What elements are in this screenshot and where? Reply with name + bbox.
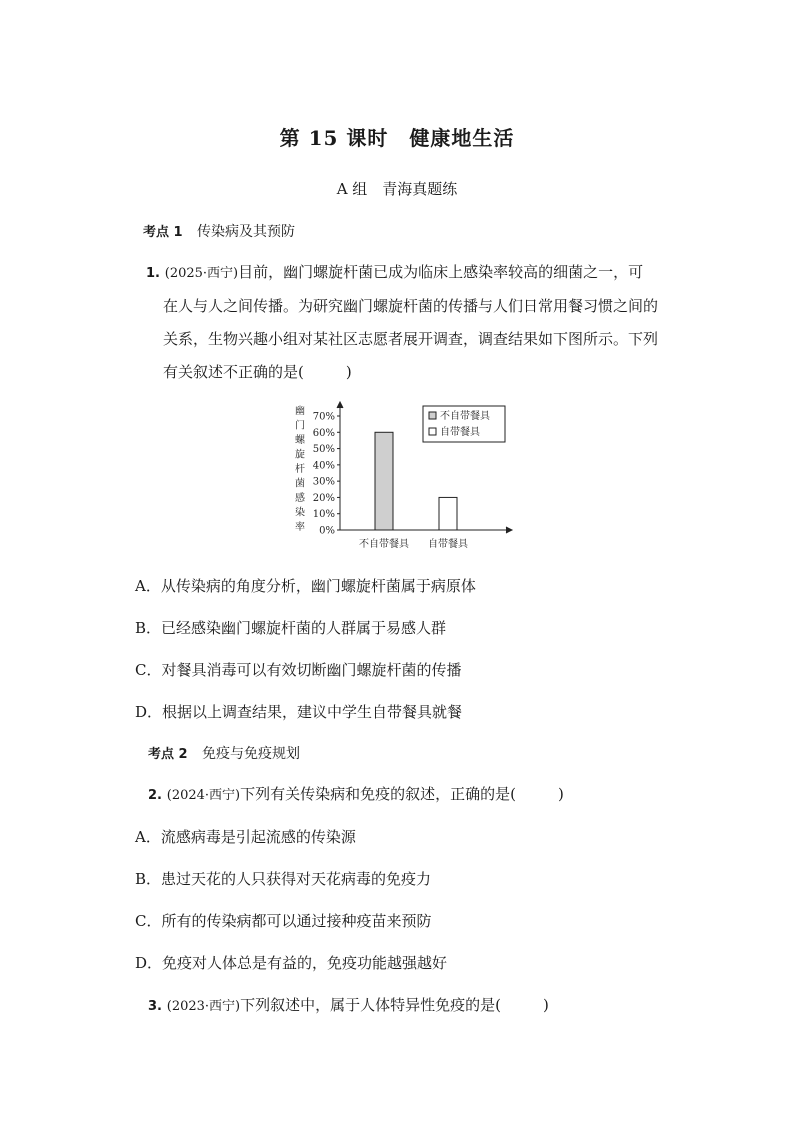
question-3-source: (2023·西宁) <box>166 999 241 1014</box>
question-2-option-a[interactable]: A．流感病毒是引起流感的传染源 <box>135 828 356 846</box>
kaodian-2-number: 考点 2 <box>148 747 188 762</box>
question-1-option-c[interactable]: C．对餐具消毒可以有效切断幽门螺旋杆菌的传播 <box>135 661 462 679</box>
chart-y-axis-label-char: 螺 <box>295 435 305 446</box>
question-2-source: (2024·西宁) <box>166 788 241 803</box>
question-3 <box>148 989 549 1023</box>
chart-y-tick-label: 40% <box>312 460 335 472</box>
question-2-number: 2. <box>148 788 162 803</box>
chart-y-axis-label-char: 旋 <box>295 449 305 461</box>
kaodian-2-heading <box>148 743 300 763</box>
chart-bar <box>375 432 393 530</box>
question-2-option-d[interactable]: D．免疫对人体总是有益的，免疫功能越强越好 <box>135 954 448 972</box>
kaodian-2-label: 免疫与免疫规划 <box>202 746 301 762</box>
chart-y-axis-arrow <box>337 402 343 408</box>
chart-legend-label: 不自带餐具 <box>440 411 490 422</box>
question-1-option-d[interactable]: D．根据以上调查结果，建议中学生自带餐具就餐 <box>135 703 463 721</box>
page-title: 第 15 课时 健康地生活 <box>279 126 515 150</box>
question-3-text: 下列叙述中，属于人体特异性免疫的是( <box>240 996 501 1014</box>
question-1-line-1: 目前，幽门螺旋杆菌已成为临床上感染率较高的细菌之一，可 <box>238 263 644 281</box>
chart-legend-swatch <box>429 428 436 435</box>
chart-y-axis-label-char: 染 <box>295 507 305 519</box>
question-3-close: ) <box>543 996 549 1014</box>
chart-bar <box>439 497 457 530</box>
chart-x-tick-label: 不自带餐具 <box>359 539 409 550</box>
chart-y-tick-label: 30% <box>312 476 335 488</box>
chart-y-axis-label-char: 率 <box>295 522 305 533</box>
chart-legend-swatch <box>429 412 436 419</box>
question-2 <box>148 778 564 812</box>
chart-y-tick-label: 10% <box>312 509 335 521</box>
chart-y-axis-label <box>295 404 306 533</box>
infection-rate-chart <box>290 394 520 554</box>
kaodian-1-heading <box>143 221 295 241</box>
chart-x-tick-label: 自带餐具 <box>428 539 468 550</box>
question-1-number: 1. <box>146 266 160 281</box>
question-2-option-b[interactable]: B．患过天花的人只获得对天花病毒的免疫力 <box>135 870 432 888</box>
question-1-option-a[interactable]: A．从传染病的角度分析，幽门螺旋杆菌属于病原体 <box>135 577 476 595</box>
kaodian-1-label: 传染病及其预防 <box>197 224 296 240</box>
chart-y-tick-label: 60% <box>312 427 335 439</box>
question-3-number: 3. <box>148 999 162 1014</box>
question-1-option-b[interactable]: B．已经感染幽门螺旋杆菌的人群属于易感人群 <box>135 619 447 637</box>
question-1-close: ) <box>345 363 352 381</box>
chart-y-axis-label-char: 菌 <box>295 478 305 490</box>
kaodian-1-number: 考点 1 <box>143 225 183 240</box>
group-heading: A 组 青海真题练 <box>336 180 458 198</box>
question-2-text: 下列有关传染病和免疫的叙述，正确的是( <box>240 785 516 803</box>
question-1-source: (2025·西宁) <box>164 266 239 281</box>
chart-legend <box>423 406 505 442</box>
chart-y-tick-label: 20% <box>312 492 335 504</box>
chart-y-axis-label-char: 感 <box>295 493 305 504</box>
chart-y-axis-label-char: 门 <box>295 420 305 432</box>
chart-y-tick-label: 50% <box>312 444 335 456</box>
chart-y-tick-label: 70% <box>312 411 335 423</box>
chart-x-axis-arrow <box>506 527 512 533</box>
chart-y-tick-label: 0% <box>319 525 335 537</box>
chart-y-axis-label-char: 幽 <box>295 406 305 417</box>
question-1-line-2: 在人与人之间传播。为研究幽门螺旋杆菌的传播与人们日常用餐习惯之间的 <box>163 297 659 315</box>
question-1-line-3: 关系，生物兴趣小组对某社区志愿者展开调查，调查结果如下图所示。下列 <box>163 330 659 348</box>
chart-y-axis-label-char: 杆 <box>295 464 305 475</box>
question-2-option-c[interactable]: C．所有的传染病都可以通过接种疫苗来预防 <box>135 912 432 930</box>
question-1-line-4: 有关叙述不正确的是( <box>163 363 304 381</box>
chart-legend-label: 自带餐具 <box>440 427 480 438</box>
question-2-close: ) <box>558 785 564 803</box>
question-1 <box>146 256 658 389</box>
